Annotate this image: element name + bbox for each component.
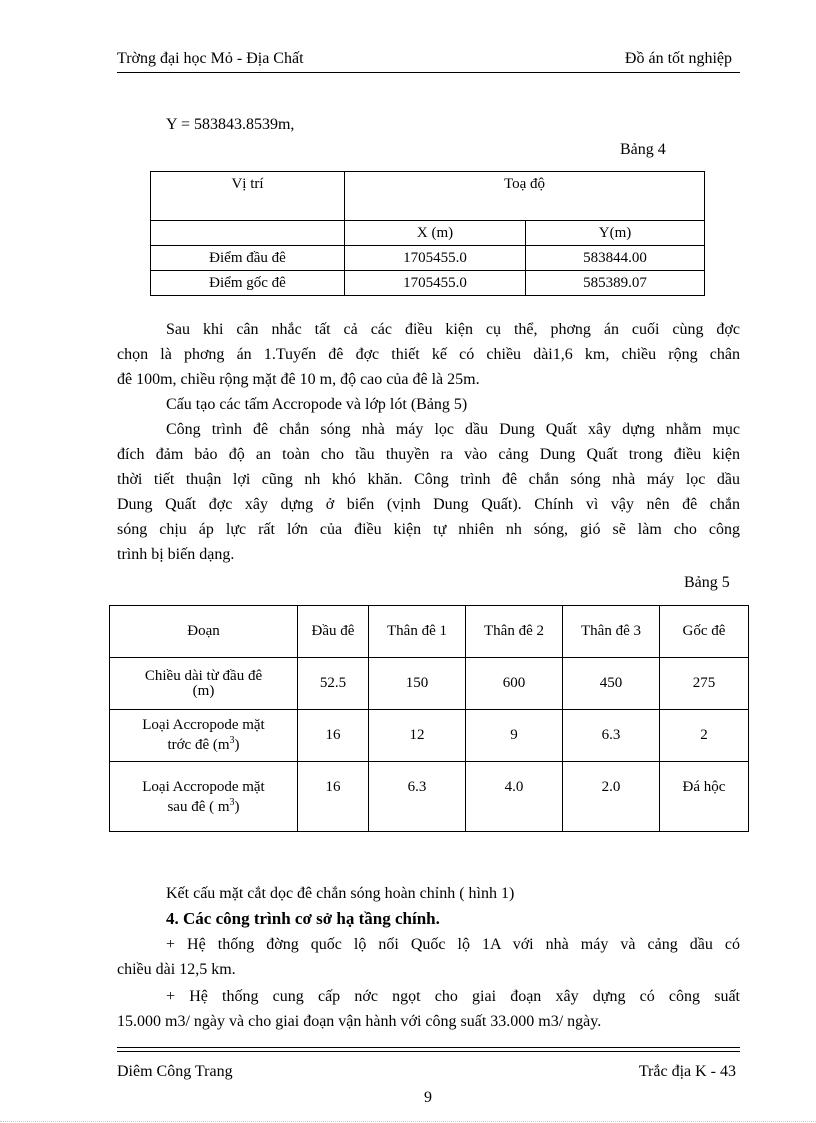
table4-empty-cell bbox=[151, 221, 345, 246]
accropode-table bbox=[109, 605, 749, 832]
table4-cell-y: 585389.07 bbox=[526, 271, 705, 296]
para3-line1: Công trình đê chắn sóng nhà máy lọc dầu Dung Quất xây dựng nhằm mục bbox=[166, 421, 740, 438]
table5-row-label-line1: Loại Accropode mặt bbox=[142, 717, 265, 733]
table5-cell: 12 bbox=[369, 710, 466, 762]
table5-cell: 450 bbox=[563, 658, 660, 710]
table5-row-label-text: trớc đê (m bbox=[167, 737, 230, 753]
page-edge-dotted-line bbox=[0, 1121, 816, 1122]
table5-header-col1: Đầu đê bbox=[298, 606, 369, 658]
header-title: Đồ án tốt nghiệp bbox=[624, 50, 732, 67]
para3-line4: Dung Quất đợc xây dựng ở biển (vịnh Dung Quất). Chính vì vậy nên đê chắn bbox=[117, 496, 740, 513]
table5-cell: 16 bbox=[298, 762, 369, 832]
para3-line2: đích đảm bảo độ an toàn cho tầu thuyền ra vào cảng Dung Quất trong điều kiện bbox=[117, 446, 740, 463]
table5-cell: 4.0 bbox=[466, 762, 563, 832]
coordinates-table bbox=[150, 171, 705, 296]
table5-header-section: Đoạn bbox=[110, 606, 298, 658]
para5-line1: + Hệ thống đờng quốc lộ nối Quốc lộ 1A với nhà máy và cảng dầu có bbox=[166, 936, 740, 953]
table-row bbox=[110, 710, 749, 762]
para1-line1: Sau khi cân nhắc tất cả các điều kiện cụ thể, phơng án cuối cùng đợc bbox=[166, 321, 740, 338]
table5-row-label-line2: (m) bbox=[192, 682, 215, 699]
table4-caption: Bảng 4 bbox=[620, 141, 666, 158]
superscript: 3 bbox=[229, 735, 235, 746]
section-heading: 4. Các công trình cơ sở hạ tầng chính. bbox=[166, 909, 440, 928]
table-row bbox=[110, 762, 749, 832]
table4-cell-x: 1705455.0 bbox=[345, 271, 526, 296]
table4-header-y: Y(m) bbox=[526, 221, 705, 246]
table5-header-col3: Thân đê 2 bbox=[466, 606, 563, 658]
table5-header-col5: Gốc đê bbox=[660, 606, 749, 658]
para2: Cấu tạo các tấm Accropode và lớp lót (Bảng 5) bbox=[166, 396, 468, 413]
table4-header-coords: Toạ độ bbox=[345, 172, 705, 221]
table5-cell: 275 bbox=[660, 658, 749, 710]
para1-line2: chọn là phơng án 1.Tuyến đê đợc thiết kế có chiều dài1,6 km, chiều rộng chân bbox=[117, 346, 740, 363]
para6-line1: + Hệ thống cung cấp nớc ngọt cho giai đoạn xây dựng có công suất bbox=[166, 988, 740, 1005]
para1-line3: đê 100m, chiều rộng mặt đê 10 m, độ cao của đê là 25m. bbox=[117, 371, 480, 388]
table5-header-col4: Thân đê 3 bbox=[563, 606, 660, 658]
footer-author: Diêm Công Trang bbox=[117, 1063, 233, 1080]
table4-cell-name: Điểm gốc đê bbox=[151, 271, 345, 296]
table5-cell: Đá hộc bbox=[660, 762, 749, 832]
table4-cell-y: 583844.00 bbox=[526, 246, 705, 271]
page-number: 9 bbox=[424, 1089, 432, 1106]
table5-row-label bbox=[110, 762, 298, 832]
table5-cell: 52.5 bbox=[298, 658, 369, 710]
table4-header-x: X (m) bbox=[345, 221, 526, 246]
table-row bbox=[151, 246, 705, 271]
para3-line3: thời tiết thuận lợi cũng nh khó khăn. Công trình đê chắn sóng nhà máy lọc dầu bbox=[117, 471, 740, 488]
para6-line2: 15.000 m3/ ngày và cho giai đoạn vận hành với công suất 33.000 m3/ ngày. bbox=[117, 1013, 602, 1030]
table4-cell-name: Điểm đầu đê bbox=[151, 246, 345, 271]
para5-line2: chiều dài 12,5 km. bbox=[117, 961, 236, 978]
table5-caption: Bảng 5 bbox=[684, 574, 730, 591]
table5-row-label-line1: Chiều dài từ đầu đê bbox=[144, 667, 263, 684]
table5-cell: 6.3 bbox=[563, 710, 660, 762]
para4: Kết cấu mặt cắt dọc đê chắn sóng hoàn chỉnh ( hình 1) bbox=[166, 885, 515, 902]
table5-row-label-line2: sau đê ( $m^3$) bbox=[167, 797, 240, 815]
y-coordinate-line: Y = 583843.8539m, bbox=[166, 116, 295, 133]
table5-cell: 150 bbox=[369, 658, 466, 710]
table5-row-label-line1: Loại Accropode mặt bbox=[142, 779, 265, 795]
para3-line6: trình bị biến dạng. bbox=[117, 546, 235, 563]
footer-rule-bottom bbox=[117, 1051, 740, 1052]
superscript: 3 bbox=[229, 797, 235, 808]
table4-header-position: Vị trí bbox=[151, 172, 345, 221]
table5-cell: 9 bbox=[466, 710, 563, 762]
table-row bbox=[151, 271, 705, 296]
header-school: Trờng đại học Mỏ - Địa Chất bbox=[117, 50, 304, 67]
table5-cell: 2.0 bbox=[563, 762, 660, 832]
footer-rule-top bbox=[117, 1047, 740, 1048]
table4-cell-x: 1705455.0 bbox=[345, 246, 526, 271]
table5-cell: 16 bbox=[298, 710, 369, 762]
table5-cell: 6.3 bbox=[369, 762, 466, 832]
header-rule bbox=[117, 72, 740, 73]
footer-department: Trắc địa K - 43 bbox=[638, 1063, 736, 1080]
table5-row-label-text: sau đê ( m bbox=[167, 799, 230, 815]
table5-row-label bbox=[110, 658, 298, 710]
table5-cell: 600 bbox=[466, 658, 563, 710]
table5-row-label-line2: trớc đê $(m^3)$ bbox=[167, 735, 240, 753]
table-row bbox=[110, 658, 749, 710]
table5-cell: 2 bbox=[660, 710, 749, 762]
para3-line5: sóng chịu áp lực rất lớn của điều kiện tự nhiên nh sóng, gió sẽ làm cho công bbox=[117, 521, 740, 538]
table5-header-col2: Thân đê 1 bbox=[369, 606, 466, 658]
table5-row-label bbox=[110, 710, 298, 762]
